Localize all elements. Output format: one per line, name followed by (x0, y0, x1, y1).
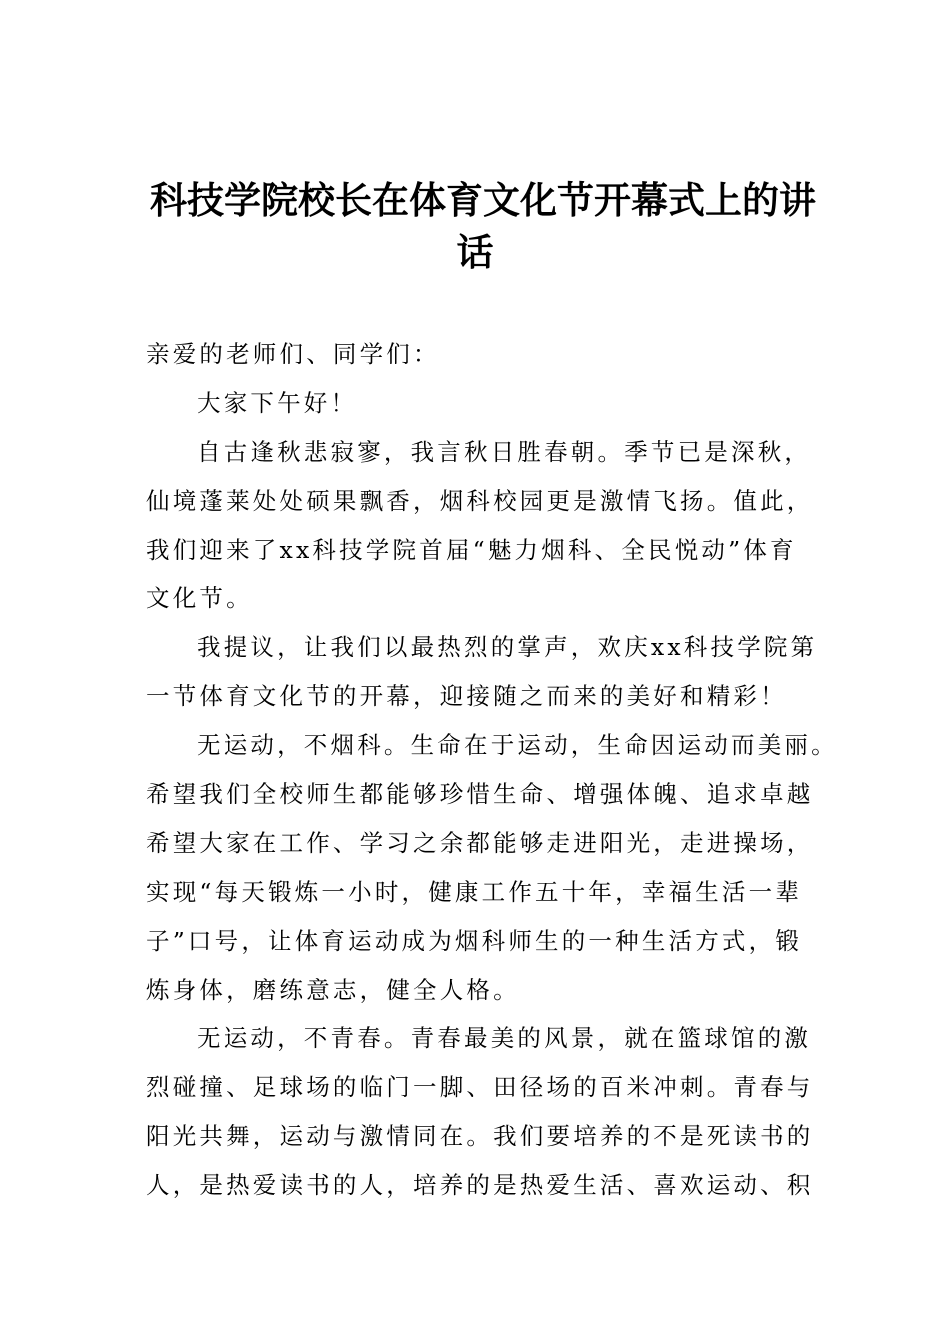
body-line: 人，是热爱读书的人，培养的是热爱生活、喜欢运动、积 (146, 1171, 814, 1200)
body-line: 无运动，不青春。青春最美的风景，就在篮球馆的激 (197, 1024, 812, 1053)
body-line: 文化节。 (146, 584, 253, 613)
body-line: 实现“每天锻炼一小时，健康工作五十年，幸福生活一辈 (146, 877, 803, 906)
body-line: 无运动，不烟科。生命在于运动，生命因运动而美丽。 (197, 731, 838, 760)
body-line: 我提议，让我们以最热烈的掌声，欢庆xx科技学院第 (197, 633, 818, 662)
body-line: 希望大家在工作、学习之余都能够走进阳光，走进操场， (146, 828, 814, 857)
body-line: 仙境蓬莱处处硕果飘香，烟科校园更是激情飞扬。值此， (146, 486, 814, 515)
body-line: 自古逢秋悲寂寥，我言秋日胜春朝。季节已是深秋， (197, 437, 812, 466)
greeting: 大家下午好！ (197, 388, 358, 417)
document-title (150, 174, 816, 278)
salutation: 亲爱的老师们、同学们： (146, 340, 440, 368)
body-line: 子”口号，让体育运动成为烟科师生的一种生活方式，锻 (146, 926, 803, 955)
title-line-2: 话 (456, 230, 494, 274)
document-body (146, 330, 846, 1210)
body-line: 烈碰撞、足球场的临门一脚、田径场的百米冲刺。青春与 (146, 1073, 814, 1102)
body-line: 炼身体，磨练意志，健全人格。 (146, 975, 520, 1004)
body-line: 阳光共舞，运动与激情同在。我们要培养的不是死读书的 (146, 1122, 814, 1151)
body-line: 一节体育文化节的开幕，迎接随之而来的美好和精彩！ (146, 682, 787, 711)
body-line: 希望我们全校师生都能够珍惜生命、增强体魄、追求卓越 (146, 780, 814, 809)
title-line-1: 科技学院校长在体育文化节开幕式上的讲 (150, 178, 816, 222)
body-line: 我们迎来了xx科技学院首届“魅力烟科、全民悦动”体育 (146, 535, 797, 564)
